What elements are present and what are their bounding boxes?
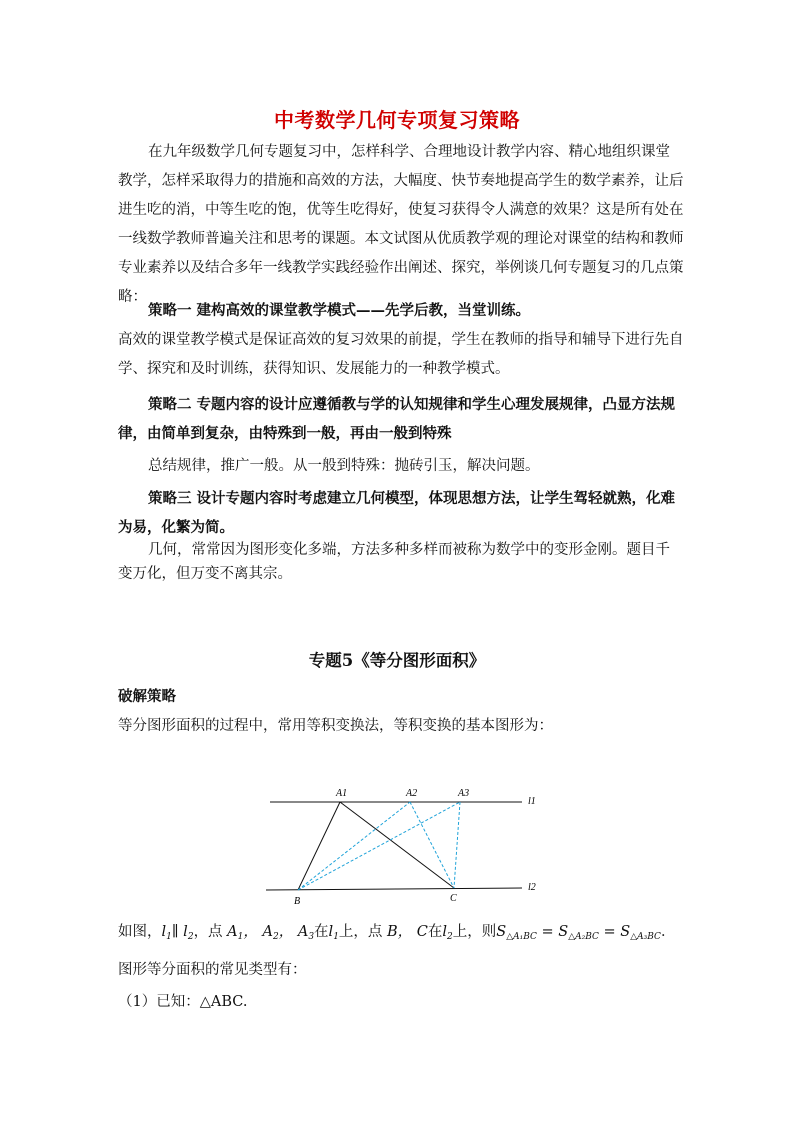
label-B: B	[294, 896, 301, 907]
segment-BA2	[298, 802, 410, 890]
intro-paragraph: 在九年级数学几何专题复习中，怎样科学、合理地设计教学内容、精心地组织课堂教学，怎样采取得力的措施和高效的方法，大幅度、快节奏地提高学生的数学素养，让后进生吃的消，中等生吃的饱，优等生吃得好，使复习获得令人满意的效果？这是所有处在一线数学教师普遍关注和思考的课题。本文试图从优质教学观的理论对课堂的结构和教师专业素养以及结合多年一线教学实践经验作出阐述、探究，举例谈几何专题复习的几点策略：	[118, 144, 684, 305]
label-l2: l2	[528, 882, 536, 893]
common-types-line: 图形等分面积的常见类型有：	[118, 962, 307, 978]
line-l2	[266, 888, 522, 890]
list-item-1: （1）已知：△ABC.	[118, 994, 248, 1010]
formula-l1: $l_1$	[328, 924, 339, 942]
segment-A2C	[410, 802, 454, 888]
formula-areas: $S_{\triangle A_1BC} = S_{\triangle A_2BC} = S_{\triangle A_3BC}$	[496, 924, 661, 942]
topic-title: 专题5《等分图形面积》	[308, 651, 486, 670]
formula-points-A: $A_1$， $A_2$， $A_3$	[227, 924, 315, 942]
strategy1-body: 高效的课堂教学模式是保证高效的复习效果的前提，学生在教师的指导和辅导下进行先自学、探究和及时训练，获得知识、发展能力的一种教学模式。	[118, 332, 684, 377]
label-C: C	[450, 893, 457, 904]
equal-area-diagram	[260, 780, 550, 910]
equal-area-statement	[118, 918, 718, 951]
page-title: 中考数学几何专项复习策略	[274, 108, 520, 132]
formula-points-BC: B， C	[387, 924, 428, 940]
segment-BA1	[298, 802, 340, 890]
formula-l2: $l_2$	[442, 924, 453, 942]
topic-intro: 等分图形面积的过程中，常用等积变换法，等积变换的基本图形为：	[118, 718, 553, 734]
label-l1: l1	[528, 796, 536, 807]
strategy2-body: 总结规律，推广一般。从一般到特殊：抛砖引玉，解决问题。	[148, 458, 540, 474]
strategy3-body: 几何，常常因为图形变化多端，方法多种多样而被称为数学中的变形金刚。题目千变万化，但万变不离其宗。	[118, 542, 670, 582]
formula-parallel: $l_1\parallel$ $l_2$	[161, 924, 194, 942]
label-A1: A1	[336, 788, 348, 799]
formula-mid5: 上，则	[452, 924, 497, 940]
topic-subheading: 破解策略	[118, 688, 176, 705]
label-A3: A3	[458, 788, 470, 799]
formula-mid4: 在	[427, 924, 443, 940]
formula-prefix: 如图，	[118, 924, 162, 940]
formula-mid1: ，点	[193, 924, 223, 940]
formula-mid3: 上，点	[338, 924, 383, 940]
strategy2-heading: 策略二 专题内容的设计应遵循教与学的认知规律和学生心理发展规律，凸显方法规律，由简单到复杂，由特殊到一般，再由一般到特殊	[118, 396, 676, 442]
formula-mid2: 在	[314, 924, 329, 940]
strategy1-heading: 策略一 建构高效的课堂教学模式——先学后教，当堂训练。	[148, 302, 531, 319]
segment-BA3	[298, 802, 460, 890]
label-A2: A2	[406, 788, 418, 799]
segment-A3C	[454, 802, 460, 888]
strategy3-heading: 策略三 设计专题内容时考虑建立几何模型，体现思想方法，让学生驾轻就熟，化难为易，化繁为简。	[118, 490, 676, 536]
formula-end: ．	[660, 924, 676, 940]
